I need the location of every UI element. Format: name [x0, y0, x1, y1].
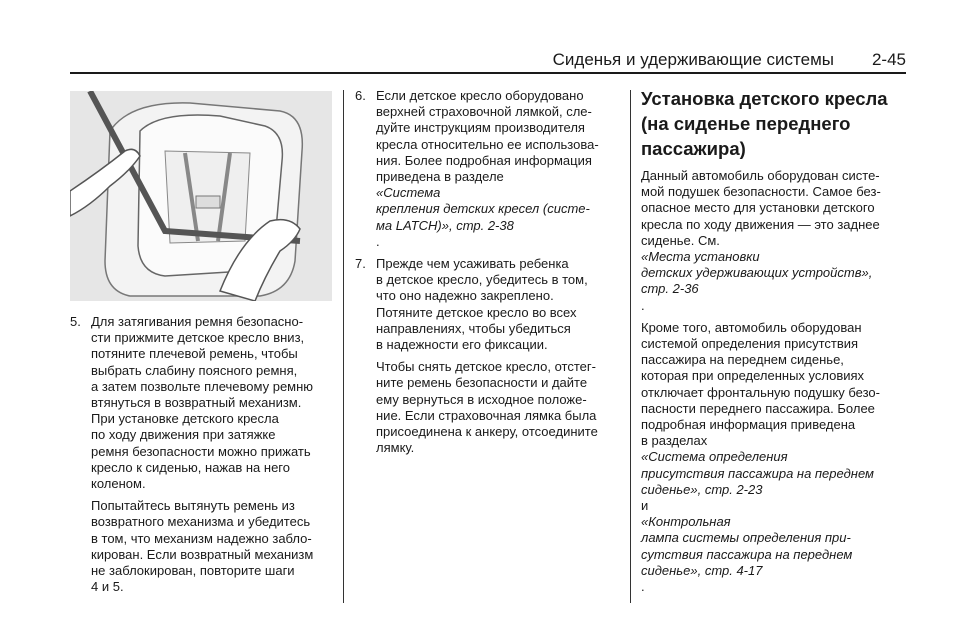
text-line: 4 и 5. — [91, 579, 124, 595]
cross-reference: лампа системы определения при- — [641, 530, 851, 546]
text-line: отключает фронтальную подушку безо- — [641, 384, 880, 400]
text-line: возвратного механизма и убедитесь — [91, 514, 311, 530]
text-line: втянуться в возвратный механизм. — [91, 395, 302, 411]
step-7 — [355, 256, 627, 456]
text-line — [641, 281, 911, 313]
text-line — [641, 482, 911, 531]
cross-reference: сутствия пассажира на переднем — [641, 546, 853, 562]
cross-reference: сиденье», стр. 4-17 — [641, 562, 763, 578]
cross-reference: детских удерживающих устройств», — [641, 265, 873, 281]
step-6 — [355, 88, 627, 250]
cross-reference: сиденье», стр. 2-23 — [641, 481, 763, 497]
page-number: 2-45 — [871, 50, 906, 69]
text-line: а затем позвольте плечевому ремню — [91, 378, 314, 394]
cross-reference: «Система определения — [641, 449, 788, 465]
text-line: направлениях, чтобы убедиться — [376, 320, 571, 336]
text-line: системой определения присутствия — [641, 336, 859, 352]
text-line: не заблокирован, повторите шаги — [91, 563, 295, 579]
text-fragment: . — [376, 233, 380, 249]
child-seat-illustration — [70, 91, 332, 301]
text-line: опасное место для установки детского — [641, 200, 875, 216]
step-6-text — [376, 88, 627, 250]
text-line: кресло к сиденью, нажав на него — [91, 459, 290, 475]
cross-reference: ма LATCH)», стр. 2-38 — [376, 217, 514, 233]
text-line: Данный автомобиль оборудован систе- — [641, 168, 880, 183]
cross-reference: стр. 2-36 — [641, 281, 699, 297]
text-line: потяните плечевой ремень, чтобы — [91, 346, 298, 362]
text-line: что оно надежно закреплено. — [376, 288, 554, 304]
text-line: Для затягивания ремня безопасно- — [91, 314, 304, 329]
text-line: кирован. Если возвратный механизм — [91, 546, 314, 562]
text-line: верхней страховочной лямкой, сле- — [376, 104, 592, 120]
text-fragment: и — [641, 498, 649, 514]
text-line: лямку. — [376, 440, 415, 456]
text-line: ния. Более подробная информация — [376, 152, 592, 168]
text-line: Если детское кресло оборудовано — [376, 88, 584, 103]
text-line: дуйте инструкциям производителя — [376, 120, 585, 136]
text-line: кресла по ходу движения — это заднее — [641, 216, 880, 232]
cross-reference: крепления детских кресел (систе- — [376, 201, 590, 217]
heading-line: (на сиденье переднего — [641, 113, 851, 134]
text-line: Попытайтесь вытянуть ремень из — [91, 498, 295, 514]
text-line: в надежности его фиксации. — [376, 337, 548, 353]
text-line: в детское кресло, убедитесь в том, — [376, 272, 588, 288]
column-divider-1 — [343, 90, 344, 603]
cross-reference: «Контрольная — [641, 514, 731, 530]
step-5 — [70, 314, 340, 595]
text-line: ему вернуться в исходное положе- — [376, 391, 587, 407]
text-line — [641, 547, 911, 563]
paragraph-2 — [641, 320, 911, 595]
text-line: мой подушек безопасности. Самое без- — [641, 184, 881, 200]
text-fragment: . — [641, 579, 645, 595]
step-7-continuation — [376, 359, 627, 456]
text-line: Чтобы снять детское кресло, отстег- — [376, 359, 596, 375]
text-line: присоединена к анкеру, отсоедините — [376, 424, 598, 440]
text-line: При установке детского кресла — [91, 411, 279, 427]
text-line — [641, 563, 911, 595]
header-divider — [70, 72, 906, 74]
text-line: подробная информация приведена — [641, 417, 856, 433]
step-number: 7. — [355, 256, 366, 272]
child-seat-installation-illustration-icon — [70, 91, 332, 301]
text-fragment: . — [641, 297, 645, 313]
text-line — [376, 201, 627, 217]
section-title: Сиденья и удерживающие системы — [552, 50, 834, 69]
step-5-continuation — [91, 498, 340, 595]
text-line: кресла относительно ее использова- — [376, 136, 599, 152]
paragraph-1 — [641, 168, 911, 314]
column-1 — [70, 314, 340, 595]
text-line — [641, 466, 911, 482]
text-line — [641, 530, 911, 546]
text-line — [641, 233, 911, 265]
text-fragment: сиденье. См. — [641, 232, 720, 248]
text-line: которая при определенных условиях — [641, 368, 865, 384]
section-heading — [641, 86, 911, 161]
text-line: ние. Если страховочная лямка была — [376, 407, 597, 423]
column-2 — [355, 88, 627, 456]
text-line: сти прижмите детское кресло вниз, — [91, 330, 305, 346]
text-line: Потяните детское кресло во всех — [376, 304, 577, 320]
column-3 — [641, 86, 911, 595]
text-line: ните ремень безопасности и дайте — [376, 375, 588, 391]
text-fragment: в разделах — [641, 433, 708, 449]
text-line — [376, 218, 627, 250]
heading-line: пассажира) — [641, 138, 746, 159]
text-line: ремня безопасности можно прижать — [91, 443, 311, 459]
text-line: Прежде чем усаживать ребенка — [376, 256, 569, 272]
text-line — [376, 169, 627, 201]
text-line: пасности переднего пассажира. Более — [641, 400, 875, 416]
step-number: 6. — [355, 88, 366, 103]
text-line: выбрать слабину поясного ремня, — [91, 362, 298, 378]
text-line: коленом. — [91, 476, 146, 492]
text-fragment: приведена в разделе — [376, 169, 504, 185]
step-7-text — [376, 256, 627, 353]
cross-reference: присутствия пассажира на переднем — [641, 465, 874, 481]
heading-line: Установка детского кресла — [641, 88, 888, 109]
cross-reference: «Система — [376, 185, 441, 201]
text-line — [641, 265, 911, 281]
step-number: 5. — [70, 314, 81, 329]
text-line: Кроме того, автомобиль оборудован — [641, 319, 862, 335]
text-line: пассажира на переднем сиденье, — [641, 352, 844, 368]
text-line: в том, что механизм надежно забло- — [91, 530, 312, 546]
cross-reference: «Места установки — [641, 249, 760, 265]
text-line — [641, 433, 911, 465]
text-line: по ходу движения при затяжке — [91, 427, 276, 443]
column-divider-2 — [630, 90, 631, 603]
step-5-text — [91, 314, 340, 492]
